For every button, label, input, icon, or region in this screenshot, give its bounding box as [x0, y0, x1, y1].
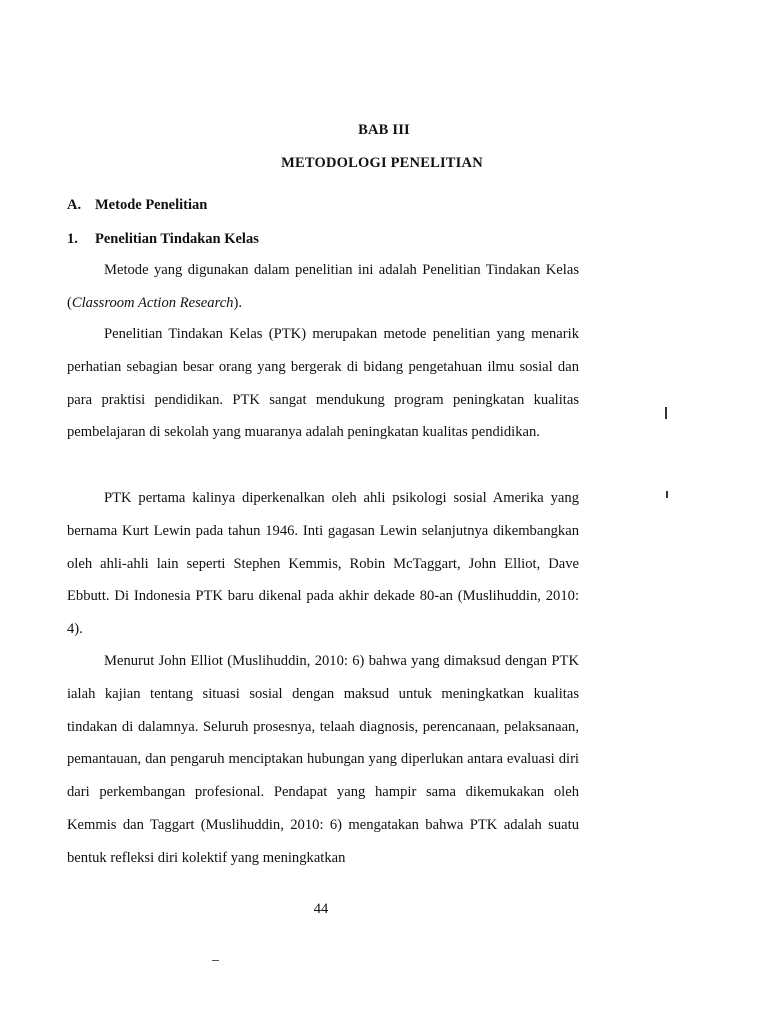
- subsection-marker: 1.: [67, 231, 78, 247]
- scan-mark: [666, 491, 668, 498]
- section-marker: A.: [67, 197, 82, 213]
- scan-mark: [665, 407, 667, 419]
- paragraph-2: Penelitian Tindakan Kelas (PTK) merupakan metode penelitian yang menarik perhatian sebagian besar orang yang bergerak di bidang pengetahuan ilmu sosial dan para praktisi pendidikan. PTK sangat mendukung program peningkatan kualitas pembelajaran di sekolah yang muaranya adalah peningkatan kualitas pendidikan.: [67, 326, 579, 441]
- paragraph-1-text: Metode yang digunakan dalam penelitian ini adalah Penelitian Tindakan Kelas (: [67, 262, 579, 311]
- paragraph-1-end: ).: [233, 294, 242, 311]
- subsection-label: Penelitian Tindakan Kelas: [95, 231, 259, 247]
- paragraph-3: PTK pertama kalinya diperkenalkan oleh ahli psikologi sosial Amerika yang bernama Kurt Lewin pada tahun 1946. Inti gagasan Lewin selanjutnya dikembangkan oleh ahli-ahli lain seperti Stephen Kemmis, Robin McTaggart, John Elliot, Dave Ebbutt. Di Indonesia PTK baru dikenal pada akhir dekade 80-an (Muslihuddin, 2010: 4).: [67, 490, 579, 638]
- scan-mark: [212, 960, 219, 961]
- paragraph-1-italic-term: Classroom Action Research: [71, 294, 234, 311]
- paragraph-4: Menurut John Elliot (Muslihuddin, 2010: 6) bahwa yang dimaksud dengan PTK ialah kajian tentang situasi sosial dengan maksud untuk meningkatkan kualitas tindakan di dalamnya. Seluruh prosesnya, telaah diagnosis, perencanaan, pelaksanaan, pemantauan, dan pengaruh menciptakan hubungan yang diperlukan antara evaluasi diri dari perkembangan profesional. Pendapat yang hampir sama dikemukakan oleh Kemmis dan Taggart (Muslihuddin, 2010: 6) mengatakan bahwa PTK adalah suatu bentuk refleksi diri kolektif yang meningkatkan: [67, 653, 579, 866]
- subsection-heading-1: [67, 231, 259, 248]
- paragraph-1: [67, 254, 579, 320]
- section-label: Metode Penelitian: [95, 197, 208, 213]
- chapter-title: METODOLOGI PENELITIAN: [281, 155, 483, 171]
- chapter-heading: BAB III: [358, 122, 410, 138]
- page-number: 44: [313, 901, 329, 917]
- section-heading-a: [67, 197, 207, 214]
